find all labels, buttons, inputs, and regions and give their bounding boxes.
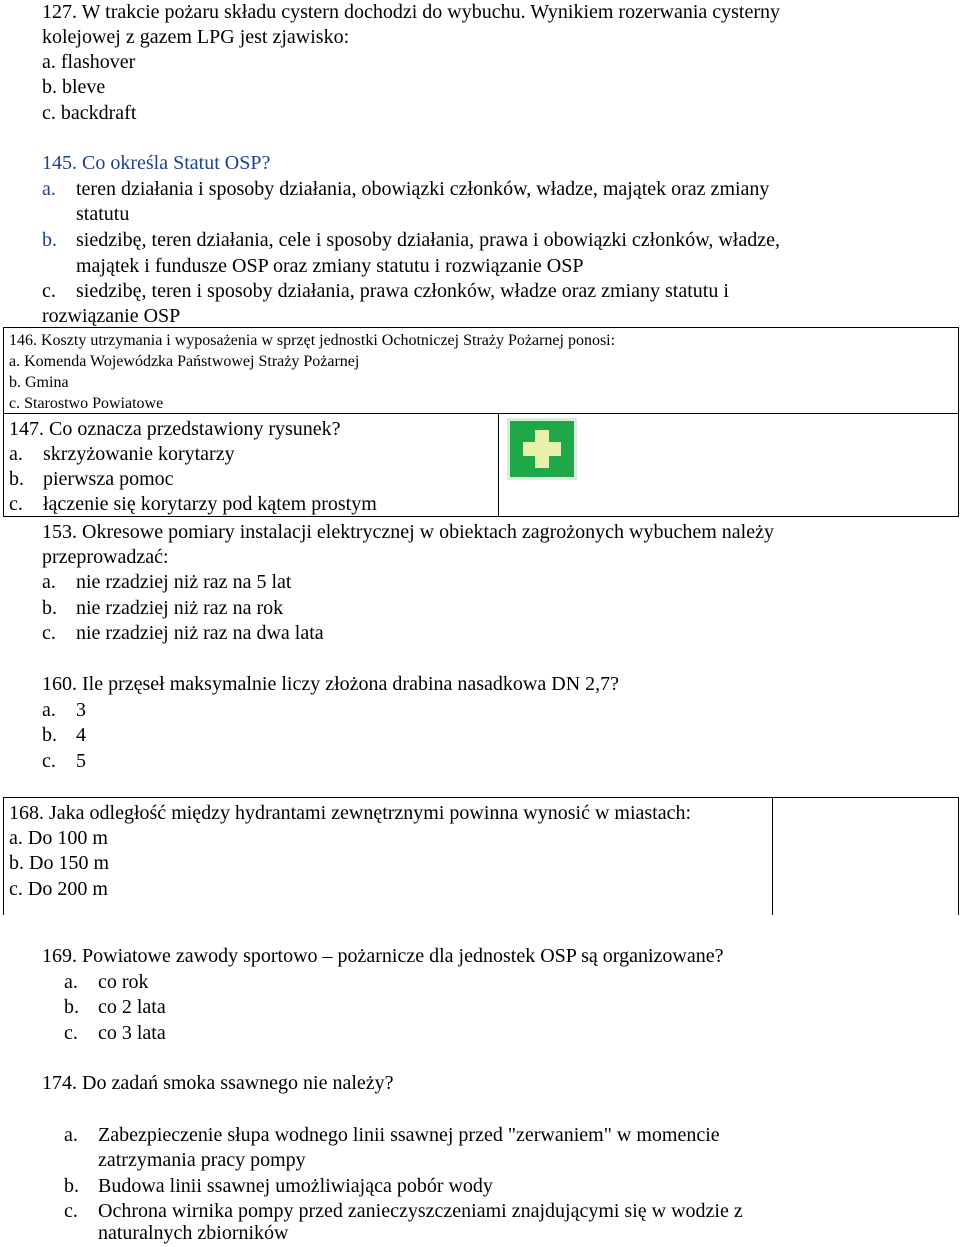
q147-a-label: a. — [9, 443, 23, 465]
q127-option-a: a. flashover — [42, 51, 136, 73]
q147-title: 147. Co oznacza przedstawiony rysunek? — [9, 418, 341, 440]
q127-option-b: b. bleve — [42, 76, 106, 98]
q160-a-label: a. — [42, 699, 56, 721]
q174-a-text: Zabezpieczenie słupa wodnego linii ssawnej przed "zerwaniem" w momencie — [98, 1124, 720, 1146]
q147-c-label: c. — [9, 493, 23, 515]
q169-c-text: co 3 lata — [98, 1022, 166, 1044]
q146-option-c: c. Starostwo Powiatowe — [9, 395, 164, 412]
q146-option-a: a. Komenda Wojewódzka Państwowej Straży Pożarnej — [9, 353, 360, 370]
q153-option-b — [42, 596, 283, 621]
q169-c-label: c. — [64, 1022, 78, 1044]
q145-c-continuation: rozwiązanie OSP — [42, 305, 181, 327]
q160-title: 160. Ile przęseł maksymalnie liczy złożona drabina nasadkowa DN 2,7? — [42, 673, 620, 695]
q153-b-label: b. — [42, 597, 57, 619]
q147-c-text: łączenie się korytarzy pod kątem prostym — [43, 493, 377, 515]
q145-a-continuation: statutu — [76, 203, 130, 225]
q147-option-a — [9, 442, 235, 467]
q169-option-c — [64, 1021, 166, 1046]
q174-option-b — [64, 1174, 493, 1199]
q145-b-continuation: majątek i fundusze OSP oraz zmiany statutu i rozwiązanie OSP — [76, 255, 584, 277]
q169-option-b — [64, 995, 166, 1020]
q145-option-a — [42, 177, 769, 202]
q153-line1: 153. Okresowe pomiary instalacji elektrycznej w obiektach zagrożonych wybuchem należy — [42, 521, 774, 543]
q127-line2: kolejowej z gazem LPG jest zjawisko: — [42, 26, 350, 48]
q153-option-c — [42, 621, 324, 646]
q145-option-b — [42, 228, 780, 253]
q145-c-label: c. — [42, 280, 56, 302]
q174-b-text: Budowa linii ssawnej umożliwiająca pobór wody — [98, 1175, 493, 1197]
q145-b-text: siedzibę, teren działania, cele i sposoby działania, prawa i obowiązki członków, władze, — [76, 229, 780, 251]
q153-a-label: a. — [42, 571, 56, 593]
q153-a-text: nie rzadziej niż raz na 5 lat — [76, 571, 292, 593]
q174-option-a — [64, 1123, 720, 1148]
q147-option-b — [9, 467, 174, 492]
q147-b-label: b. — [9, 468, 24, 490]
q147-option-c — [9, 492, 377, 517]
q169-b-label: b. — [64, 996, 79, 1018]
q145-b-label: b. — [42, 229, 57, 251]
q174-c-text: Ochrona wirnika pompy przed zanieczyszczeniami znajdującymi się w wodzie z — [98, 1200, 743, 1222]
q160-c-label: c. — [42, 750, 56, 772]
q168-title: 168. Jaka odległość między hydrantami zewnętrznymi powinna wynosić w miastach: — [9, 802, 692, 824]
q127-line1: 127. W trakcie pożaru składu cystern dochodzi do wybuchu. Wynikiem rozerwania cysterny — [42, 1, 781, 23]
q153-c-text: nie rzadziej niż raz na dwa lata — [76, 622, 324, 644]
q174-title: 174. Do zadań smoka ssawnego nie należy? — [42, 1072, 394, 1094]
first-aid-cross-icon — [507, 418, 577, 480]
q160-option-c — [42, 749, 86, 774]
q160-option-a — [42, 698, 86, 723]
q169-b-text: co 2 lata — [98, 996, 166, 1018]
q146-title: 146. Koszty utrzymania i wyposażenia w sprzęt jednostki Ochotniczej Straży Pożarnej ponosi: — [9, 332, 616, 349]
q174-a-label: a. — [64, 1124, 78, 1146]
q146-option-b: b. Gmina — [9, 374, 69, 391]
q169-option-a — [64, 970, 149, 995]
q147-b-text: pierwsza pomoc — [43, 468, 174, 490]
q160-option-b — [42, 723, 86, 748]
q169-title: 169. Powiatowe zawody sportowo – pożarnicze dla jednostek OSP są organizowane? — [42, 945, 724, 967]
q145-a-label: a. — [42, 178, 56, 200]
q160-a-text: 3 — [76, 699, 86, 721]
q174-b-label: b. — [64, 1175, 79, 1197]
q160-b-text: 4 — [76, 724, 86, 746]
q145-a-text: teren działania i sposoby działania, obowiązki członków, władze, majątek oraz zmiany — [76, 178, 770, 200]
q127-option-c: c. backdraft — [42, 102, 137, 124]
q168-option-b: b. Do 150 m — [9, 852, 109, 874]
q174-a-continuation: zatrzymania pracy pompy — [98, 1149, 306, 1171]
q174-c-continuation: naturalnych zbiorników — [98, 1222, 289, 1244]
q160-b-label: b. — [42, 724, 57, 746]
q168-option-a: a. Do 100 m — [9, 827, 108, 849]
q147-a-text: skrzyżowanie korytarzy — [43, 443, 235, 465]
q160-c-text: 5 — [76, 750, 86, 772]
q169-a-label: a. — [64, 971, 78, 993]
q147-column-divider — [498, 413, 499, 517]
q174-c-label: c. — [64, 1200, 78, 1222]
q168-option-c: c. Do 200 m — [9, 878, 108, 900]
q153-b-text: nie rzadziej niż raz na rok — [76, 597, 284, 619]
q145-title: 145. Co określa Statut OSP? — [42, 152, 271, 174]
q168-column-divider — [772, 797, 773, 915]
q169-a-text: co rok — [98, 971, 149, 993]
q153-c-label: c. — [42, 622, 56, 644]
q145-option-c — [42, 279, 729, 304]
q145-c-text: siedzibę, teren i sposoby działania, prawa członków, władze oraz zmiany statutu i — [76, 280, 729, 302]
q153-option-a — [42, 570, 291, 595]
q153-line2: przeprowadzać: — [42, 546, 169, 568]
